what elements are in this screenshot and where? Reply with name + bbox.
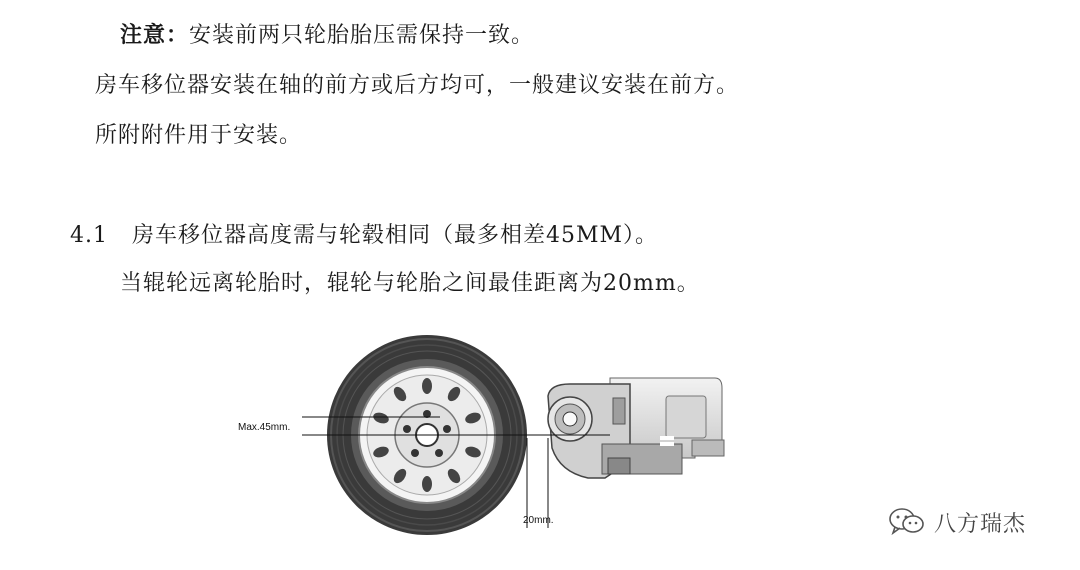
gap-label: 20mm. [523,515,554,526]
watermark-text: 八方瑞杰 [934,511,1027,537]
mounting-text: 房车移位器安装在轴的前方或后方均可，一般建议安装在前方。 [95,73,740,98]
accessories-text: 所附附件用于安装。 [95,123,303,148]
installation-diagram [230,318,760,570]
notice-label: 注意： [120,22,190,48]
notice-line [120,18,534,49]
mover-unit-icon [548,378,724,478]
wechat-icon [888,506,926,538]
section-number: 4.1 [70,223,108,248]
height-label: Max.45mm. [238,422,291,433]
section-title: 房车移位器高度需与轮毂相同（最多相差45MM）。 [132,223,659,248]
notice-text: 安装前两只轮胎胎压需保持一致。 [189,23,535,48]
distance-text: 当辊轮远离轮胎时，辊轮与轮胎之间最佳距离为20mm。 [120,271,700,296]
section-heading [70,218,658,249]
watermark [888,506,1026,538]
